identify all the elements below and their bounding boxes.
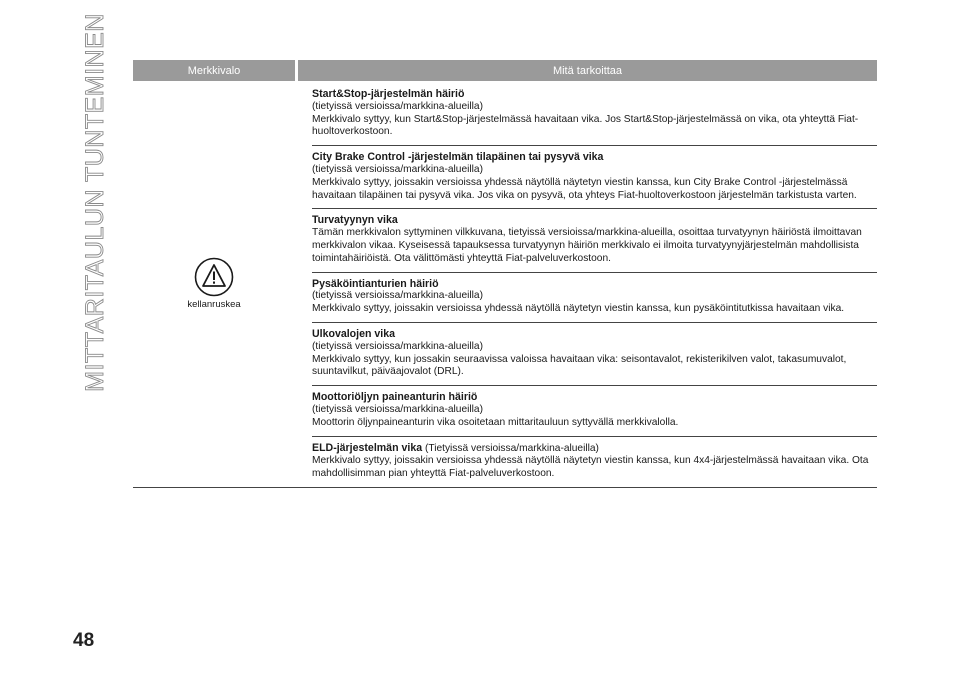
- entry-title: ELD-järjestelmän vika: [312, 441, 423, 454]
- header-meaning: Mitä tarkoittaa: [295, 60, 877, 81]
- entry-title-line: [312, 442, 877, 456]
- entry-text: Merkkivalo syttyy, joissakin versioissa yhdessä näytöllä näytetyn viestin kanssa, kun 4x4-järjestelmässä havaitaan vika. Ota mahdollisimman pian yhteyttä Fiat-palveluverkostoon.: [312, 455, 869, 480]
- entry-note: (tietyissä versioissa/markkina-alueilla): [312, 163, 483, 175]
- page-number: 48: [73, 630, 95, 651]
- entry-text: Merkkivalo syttyy, joissakin versioissa yhdessä näytöllä näytetyn viestin kanssa, kun pysäköintitutkissa havaitaan vika.: [312, 303, 845, 315]
- warning-triangle-icon: [194, 257, 234, 297]
- entry-text: Tämän merkkivalon syttyminen vilkkuvana, tietyissä versioissa/markkina-alueilla, osoittaa turvatyynyn häiriöstä ilmoittavan merkkivalon vikaa. Kyseisessä tapauksessa turvatyynyn häiriön merkkivalo ei ilmoita turvatyynyjärjestelmän mahdollisista toimintahäiriöistä. Ota välittömästi yhteyttä Fiat-palveluverkostoon.: [312, 227, 862, 264]
- warning-light-cell: [133, 81, 295, 487]
- entry-eld-system: [312, 437, 877, 487]
- entry-title: Ulkovalojen vika: [312, 327, 396, 340]
- entry-title: City Brake Control -järjestelmän tilapäinen tai pysyvä vika: [312, 151, 604, 164]
- icon-color-caption: kellanruskea: [187, 299, 241, 311]
- entry-inline-note: (Tietyissä versioissa/markkina-alueilla): [424, 442, 599, 454]
- entry-start-stop: [312, 81, 877, 146]
- header-warning-light: Merkkivalo: [187, 64, 241, 77]
- section-side-title-text: MITTARITAULUN TUNTEMINEN: [80, 13, 109, 392]
- entry-airbag: [312, 209, 877, 272]
- entry-exterior-lights: [312, 323, 877, 386]
- entry-title: Moottoriöljyn paineanturin häiriö: [312, 391, 478, 404]
- entry-title: Turvatyynyn vika: [312, 214, 398, 227]
- entry-title: Pysäköintianturien häiriö: [312, 277, 439, 290]
- entry-text: Merkkivalo syttyy, kun Start&Stop-järjestelmässä havaitaan vika. Jos Start&Stop-järjestelmässä on vika, ota yhteyttä Fiat-huoltoverkostoon.: [312, 113, 859, 138]
- entry-note: (tietyissä versioissa/markkina-alueilla): [312, 290, 483, 302]
- entry-text: Merkkivalo syttyy, joissakin versioissa yhdessä näytöllä näytetyn viestin kanssa, kun City Brake Control -järjestelmässä havaitaan tilapäinen tai pysyvä vika. Jos vika on pysyvä, ota yhteys Fiat-huoltoverkostoon järjestelmän tarkistusta varten.: [312, 176, 857, 201]
- section-side-title: [78, 13, 112, 392]
- entry-oil-pressure-sensor: [312, 386, 877, 436]
- entry-text: Merkkivalo syttyy, kun jossakin seuraavissa valoissa havaitaan vika: seisontavalot, rekisterikilven valot, takasumuvalot, suuntavilkut, päiväajovalot (DRL).: [312, 353, 847, 378]
- meaning-cell: [295, 81, 877, 487]
- entry-note: (tietyissä versioissa/markkina-alueilla): [312, 403, 483, 415]
- table-body: [133, 81, 877, 488]
- warning-light-table: [133, 60, 877, 488]
- entry-city-brake-control: [312, 146, 877, 209]
- entry-title: Start&Stop-järjestelmän häiriö: [312, 88, 465, 100]
- entry-note: (tietyissä versioissa/markkina-alueilla): [312, 340, 483, 352]
- entry-parking-sensors: [312, 273, 877, 323]
- entry-note: (tietyissä versioissa/markkina-alueilla): [312, 100, 483, 112]
- entry-text: Moottorin öljynpaineanturin vika osoitetaan mittaritauluun syttyvällä merkkivalolla.: [312, 416, 679, 428]
- table-header: [133, 60, 877, 81]
